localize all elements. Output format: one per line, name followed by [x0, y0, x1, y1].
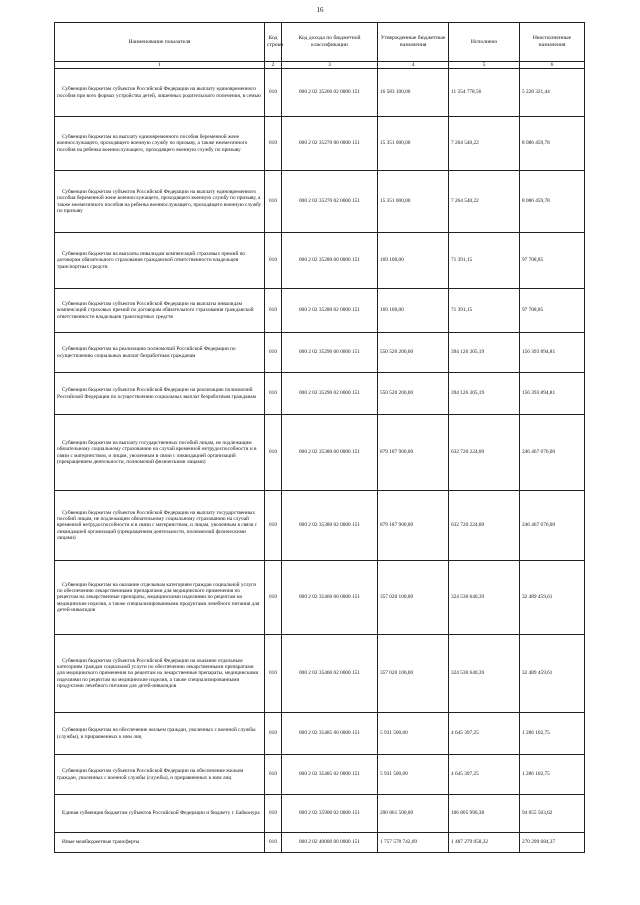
cell-executed: 1 487 279 058,32: [449, 833, 520, 853]
cell-unexecuted: 246 467 676,00: [520, 491, 585, 561]
cell-line-code: 010: [265, 713, 282, 755]
cell-name: Субвенции бюджетам субъектов Российской Федерации на выплату государственных пособий лицам, не подлежащим обязательному социальному страхованию на случай временной нетрудоспособности и в связи с материнством, и лицам, уволенным в связи с ликвидацией организаций (прекращением деятельности, полномочий физическими лицами): [55, 491, 265, 561]
cell-income-code: 000 2 02 35280 00 0000 151: [282, 233, 378, 289]
cell-income-code: 000 2 02 35260 02 0000 151: [282, 69, 378, 117]
cell-name: Субвенции бюджетам субъектов Российской Федерации на выплаты инвалидам компенсаций страховых премий по договорам обязательного страхования гражданской ответственности владельцев транспортных средств: [55, 289, 265, 333]
header-unexecuted: Неисполненные назначения: [520, 23, 585, 62]
cell-name: Субвенции бюджетам на оказание отдельным категориям граждан социальной услуги по обеспечению лекарственными препаратами для медицинского применения по рецептам на лекарственные препараты, медицинскими изделиями по рецептам на медицинские изделия, а также специализированными продуктами лечебного питания для детей-инвалидов: [55, 561, 265, 635]
table-row: [55, 713, 585, 755]
cell-unexecuted: 8 086 459,78: [520, 171, 585, 233]
cell-name: Субвенции бюджетам субъектов Российской Федерации на оказание отдельным категориям граждан социальной услуги по обеспечению лекарственными препаратами для медицинского применения по рецептам на лекарственные препараты, медицинскими изделиями по рецептам на медицинские изделия, а также специализированными продуктами лечебного питания для детей-инвалидов: [55, 635, 265, 713]
cell-approved: 169 100,00: [378, 289, 449, 333]
cell-income-code: 000 2 02 35460 00 0000 151: [282, 561, 378, 635]
cell-unexecuted: 8 086 459,78: [520, 117, 585, 171]
table-row: [55, 117, 585, 171]
cell-approved: 357 020 100,00: [378, 635, 449, 713]
cell-line-code: 010: [265, 233, 282, 289]
column-number-row: [55, 62, 585, 69]
cell-executed: 324 530 640,39: [449, 561, 520, 635]
cell-income-code: 000 2 02 35380 00 0000 151: [282, 415, 378, 491]
cell-unexecuted: 1 286 102,75: [520, 755, 585, 795]
cell-approved: 5 931 500,00: [378, 755, 449, 795]
cell-line-code: 010: [265, 561, 282, 635]
table-row: [55, 491, 585, 561]
cell-income-code: 000 2 02 35290 02 0000 151: [282, 373, 378, 415]
cell-executed: 71 391,15: [449, 289, 520, 333]
cell-executed: 106 805 996,38: [449, 795, 520, 833]
cell-line-code: 010: [265, 755, 282, 795]
column-number: 3: [282, 62, 378, 69]
cell-approved: 879 187 900,00: [378, 491, 449, 561]
cell-line-code: 010: [265, 415, 282, 491]
table-row: [55, 171, 585, 233]
column-number: 2: [265, 62, 282, 69]
cell-unexecuted: 1 286 102,75: [520, 713, 585, 755]
cell-line-code: 010: [265, 491, 282, 561]
cell-name: Единая субвенция бюджетам субъектов Российской Федерации и бюджету г. Байконура: [55, 795, 265, 833]
cell-approved: 200 861 500,00: [378, 795, 449, 833]
column-number: 5: [449, 62, 520, 69]
cell-income-code: 000 2 02 35900 02 0000 151: [282, 795, 378, 833]
cell-name: Субвенции бюджетам на выплату государственных пособий лицам, не подлежащим обязательному социальному страхованию на случай временной нетрудоспособности и в связи с материнством, и лицам, уволенным в связи с ликвидацией организаций (прекращением деятельности, полномочий физическими лицами): [55, 415, 265, 491]
header-executed: Исполнено: [449, 23, 520, 62]
cell-name: Субвенции бюджетам на выплаты инвалидам компенсаций страховых премий по договорам обязательного страхования гражданской ответственности владельцев транспортных средств: [55, 233, 265, 289]
cell-income-code: 000 2 02 35270 00 0000 151: [282, 117, 378, 171]
header-name: Наименование показателя: [55, 23, 265, 62]
table-row: [55, 635, 585, 713]
table-row: [55, 755, 585, 795]
cell-unexecuted: 246 467 676,00: [520, 415, 585, 491]
table-row: [55, 415, 585, 491]
table-row: [55, 373, 585, 415]
cell-approved: 550 520 200,00: [378, 373, 449, 415]
table-row: [55, 289, 585, 333]
cell-line-code: 010: [265, 289, 282, 333]
table-row: [55, 561, 585, 635]
cell-executed: 7 264 540,22: [449, 117, 520, 171]
budget-execution-table: [54, 22, 585, 853]
cell-executed: 11 354 778,56: [449, 69, 520, 117]
table-body: [55, 69, 585, 853]
table-row: [55, 333, 585, 373]
cell-executed: 7 264 540,22: [449, 171, 520, 233]
column-number: 6: [520, 62, 585, 69]
cell-approved: 169 100,00: [378, 233, 449, 289]
cell-approved: 15 351 000,00: [378, 117, 449, 171]
cell-name: Субвенции бюджетам на реализацию полномочий Российской Федерации по осуществлению социальных выплат безработным гражданам: [55, 333, 265, 373]
cell-name: Субвенции бюджетам субъектов Российской Федерации на выплату единовременного пособия беременной жене военнослужащего, проходящего военную службу по призыву, а также ежемесячного пособия на ребенка военнослужащего, проходящего военную службу по призыву: [55, 171, 265, 233]
cell-line-code: 010: [265, 171, 282, 233]
table-row: [55, 233, 585, 289]
column-number: 4: [378, 62, 449, 69]
cell-executed: 4 645 397,25: [449, 755, 520, 795]
cell-line-code: 010: [265, 333, 282, 373]
cell-unexecuted: 32 489 459,61: [520, 561, 585, 635]
cell-unexecuted: 156 393 894,81: [520, 333, 585, 373]
cell-approved: 1 757 578 742,69: [378, 833, 449, 853]
cell-income-code: 000 2 02 35485 02 0000 151: [282, 755, 378, 795]
header-line-code: Код строки: [265, 23, 282, 62]
cell-line-code: 010: [265, 795, 282, 833]
cell-executed: 4 645 397,25: [449, 713, 520, 755]
header-approved: Утвержденные бюджетные назначения: [378, 23, 449, 62]
table-row: [55, 833, 585, 853]
cell-income-code: 000 2 02 35270 02 0000 151: [282, 171, 378, 233]
table-row: [55, 69, 585, 117]
cell-executed: 632 720 224,00: [449, 491, 520, 561]
cell-name: Субвенции бюджетам субъектов Российской Федерации на выплату единовременного пособия при всех формах устройства детей, лишенных родительского попечения, в семью: [55, 69, 265, 117]
cell-executed: 394 126 305,19: [449, 373, 520, 415]
cell-unexecuted: 270 299 684,37: [520, 833, 585, 853]
cell-income-code: 000 2 02 40000 00 0000 151: [282, 833, 378, 853]
cell-executed: 632 720 224,00: [449, 415, 520, 491]
cell-line-code: 010: [265, 635, 282, 713]
cell-unexecuted: 97 708,85: [520, 233, 585, 289]
cell-approved: 357 020 100,00: [378, 561, 449, 635]
cell-name: Субвенции бюджетам на обеспечение жильем граждан, уволенных с военной службы (службы), и приравненных к ним лиц: [55, 713, 265, 755]
cell-executed: 394 126 305,19: [449, 333, 520, 373]
cell-name: Субвенции бюджетам на выплату единовременного пособия беременной жене военнослужащего, проходящего военную службу по призыву, а также ежемесячного пособия на ребенка военнослужащего, проходящего военную службу по призыву: [55, 117, 265, 171]
cell-name: Иные межбюджетные трансферты: [55, 833, 265, 853]
cell-executed: 324 530 640,39: [449, 635, 520, 713]
cell-unexecuted: 94 055 503,62: [520, 795, 585, 833]
cell-income-code: 000 2 02 35380 02 0000 151: [282, 491, 378, 561]
cell-approved: 879 187 900,00: [378, 415, 449, 491]
table-header-row: [55, 23, 585, 62]
cell-name: Субвенции бюджетам субъектов Российской Федерации на реализацию полномочий Российской Федерации по осуществлению социальных выплат безработным гражданам: [55, 373, 265, 415]
cell-approved: 5 931 500,00: [378, 713, 449, 755]
cell-unexecuted: 32 489 459,61: [520, 635, 585, 713]
cell-name: Субвенции бюджетам субъектов Российской Федерации на обеспечение жильем граждан, уволенных с военной службы (службы), и приравненных к ним лиц: [55, 755, 265, 795]
cell-line-code: 010: [265, 117, 282, 171]
cell-line-code: 010: [265, 833, 282, 853]
cell-approved: 15 351 000,00: [378, 171, 449, 233]
header-income-code: Код дохода по бюджетной классификации: [282, 23, 378, 62]
cell-income-code: 000 2 02 35290 00 0000 151: [282, 333, 378, 373]
column-number: 1: [55, 62, 265, 69]
cell-income-code: 000 2 02 35460 02 0000 151: [282, 635, 378, 713]
cell-unexecuted: 5 228 321,44: [520, 69, 585, 117]
cell-line-code: 010: [265, 69, 282, 117]
cell-approved: 16 583 100,00: [378, 69, 449, 117]
table-row: [55, 795, 585, 833]
cell-income-code: 000 2 02 35485 00 0000 151: [282, 713, 378, 755]
cell-approved: 550 520 200,00: [378, 333, 449, 373]
cell-line-code: 010: [265, 373, 282, 415]
cell-executed: 71 391,15: [449, 233, 520, 289]
cell-unexecuted: 156 393 894,81: [520, 373, 585, 415]
cell-unexecuted: 97 708,85: [520, 289, 585, 333]
page-number: 16: [316, 6, 324, 14]
cell-income-code: 000 2 02 35280 02 0000 151: [282, 289, 378, 333]
